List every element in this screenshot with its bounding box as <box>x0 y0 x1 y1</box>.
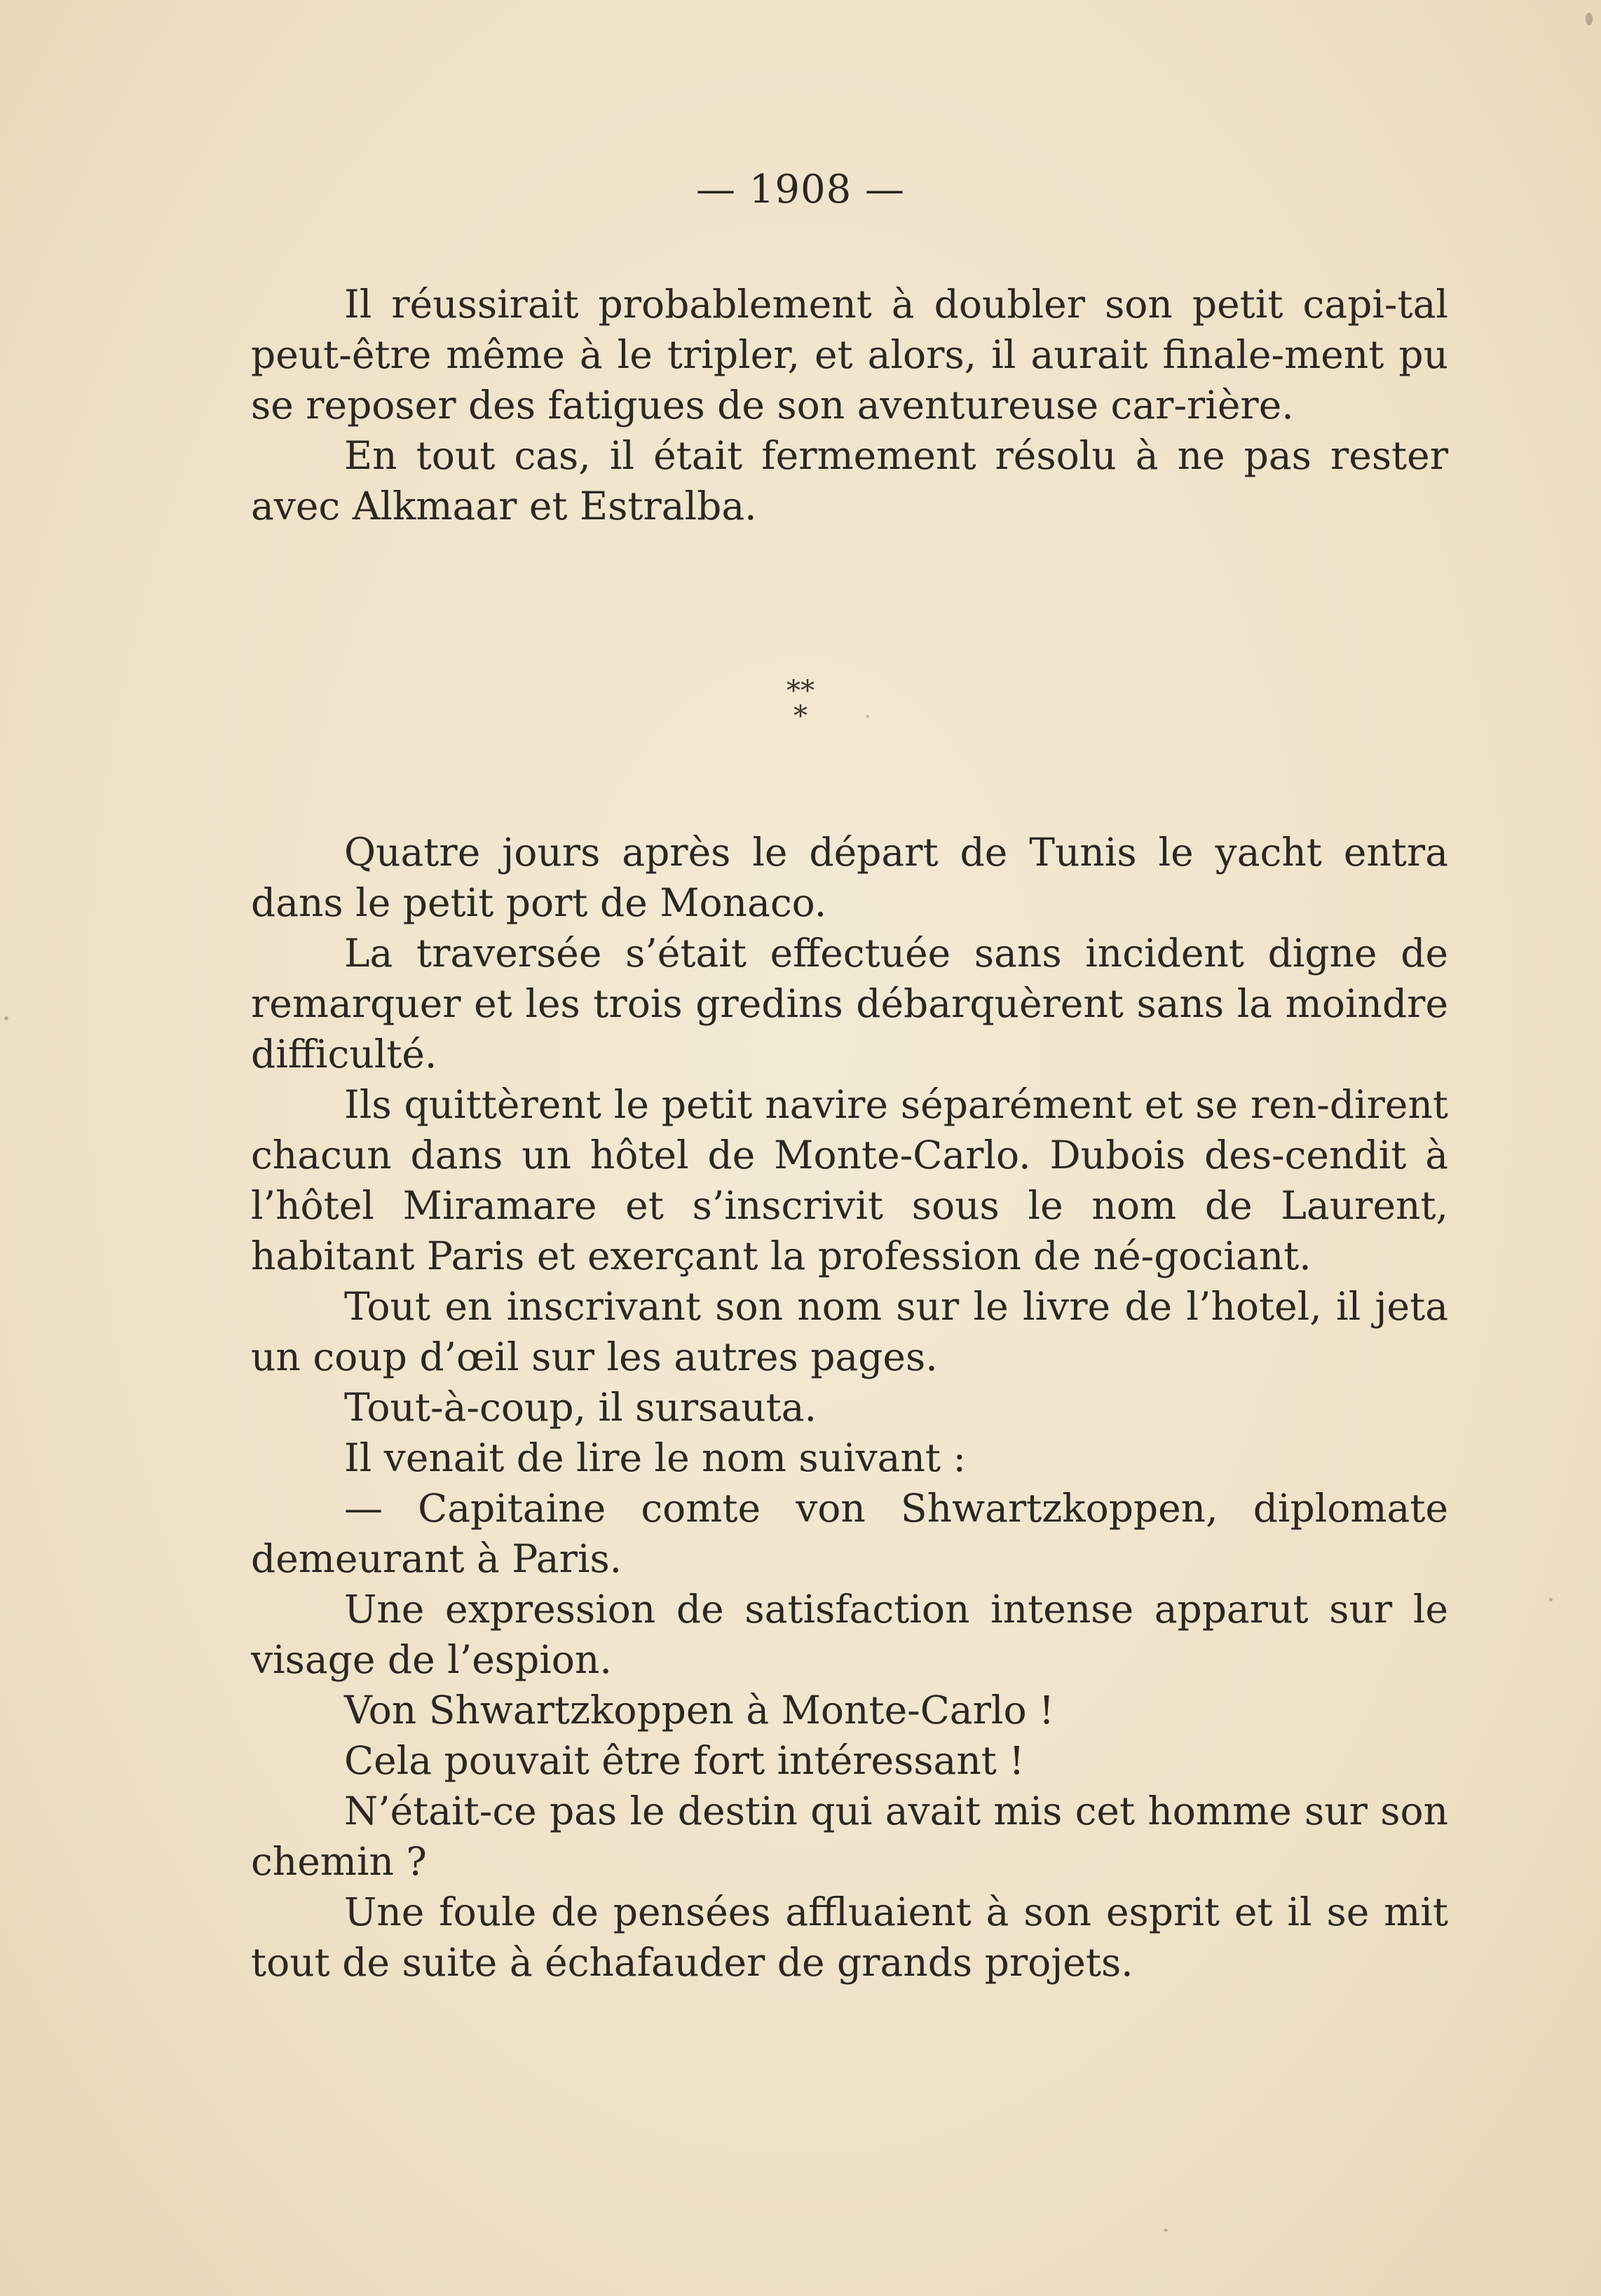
paper-speck <box>866 715 869 718</box>
paragraph: Von Shwartzkoppen à Monte-Carlo ! <box>344 1688 1055 1733</box>
paragraph: Il réussirait probablement à doubler son petit capi-tal peut-être même à le tripler, et alors, il aurait finale-ment pu se reposer des fatigues de son aventureuse car-rière. <box>251 282 1448 428</box>
paragraph: — Capitaine comte von Shwartzkoppen, diplomate demeurant à Paris. <box>251 1486 1448 1581</box>
section-break-asterism <box>0 675 1601 732</box>
paragraph: Une expression de satisfaction intense apparut sur le visage de l’espion. <box>251 1587 1448 1682</box>
paragraph: La traversée s’était effectuée sans incident digne de remarquer et les trois gredins débarquèrent sans la moindre difficulté. <box>251 931 1448 1077</box>
paper-speck <box>1164 2229 1168 2232</box>
asterism-top: ** <box>786 675 815 707</box>
paragraph: Quatre jours après le départ de Tunis le yacht entra dans le petit port de Monaco. <box>251 830 1448 925</box>
paper-speck <box>4 1016 8 1020</box>
paragraph: Une foule de pensées affluaient à son esprit et il se mit tout de suite à échafauder de grands projets. <box>251 1890 1448 1985</box>
paragraph: Tout en inscrivant son nom sur le livre de l’hotel, il jeta un coup d’œil sur les autres pages. <box>251 1284 1448 1379</box>
paragraph: Ils quittèrent le petit navire séparément et se ren-dirent chacun dans un hôtel de Monte-Carlo. Dubois des-cendit à l’hôtel Miramare et s’inscrivit sous le nom de Laurent, habitant Paris et exerçant la profession de né-gociant. <box>251 1082 1448 1278</box>
paragraph: En tout cas, il était fermement résolu à ne pas rester avec Alkmaar et Estralba. <box>251 433 1448 528</box>
paragraph: Il venait de lire le nom suivant : <box>344 1435 966 1480</box>
paper-speck <box>1586 13 1593 25</box>
paper-speck <box>1549 1598 1553 1601</box>
page-number: — 1908 — <box>695 167 906 212</box>
paragraph: Cela pouvait être fort intéressant ! <box>344 1738 1025 1783</box>
paragraph: N’était-ce pas le destin qui avait mis cet homme sur son chemin ? <box>251 1789 1448 1884</box>
text-block-after-break <box>251 827 1448 1988</box>
text-block-before-break <box>251 279 1448 531</box>
paragraph: Tout-à-coup, il sursauta. <box>344 1385 817 1430</box>
asterism-bottom: * <box>793 700 808 732</box>
